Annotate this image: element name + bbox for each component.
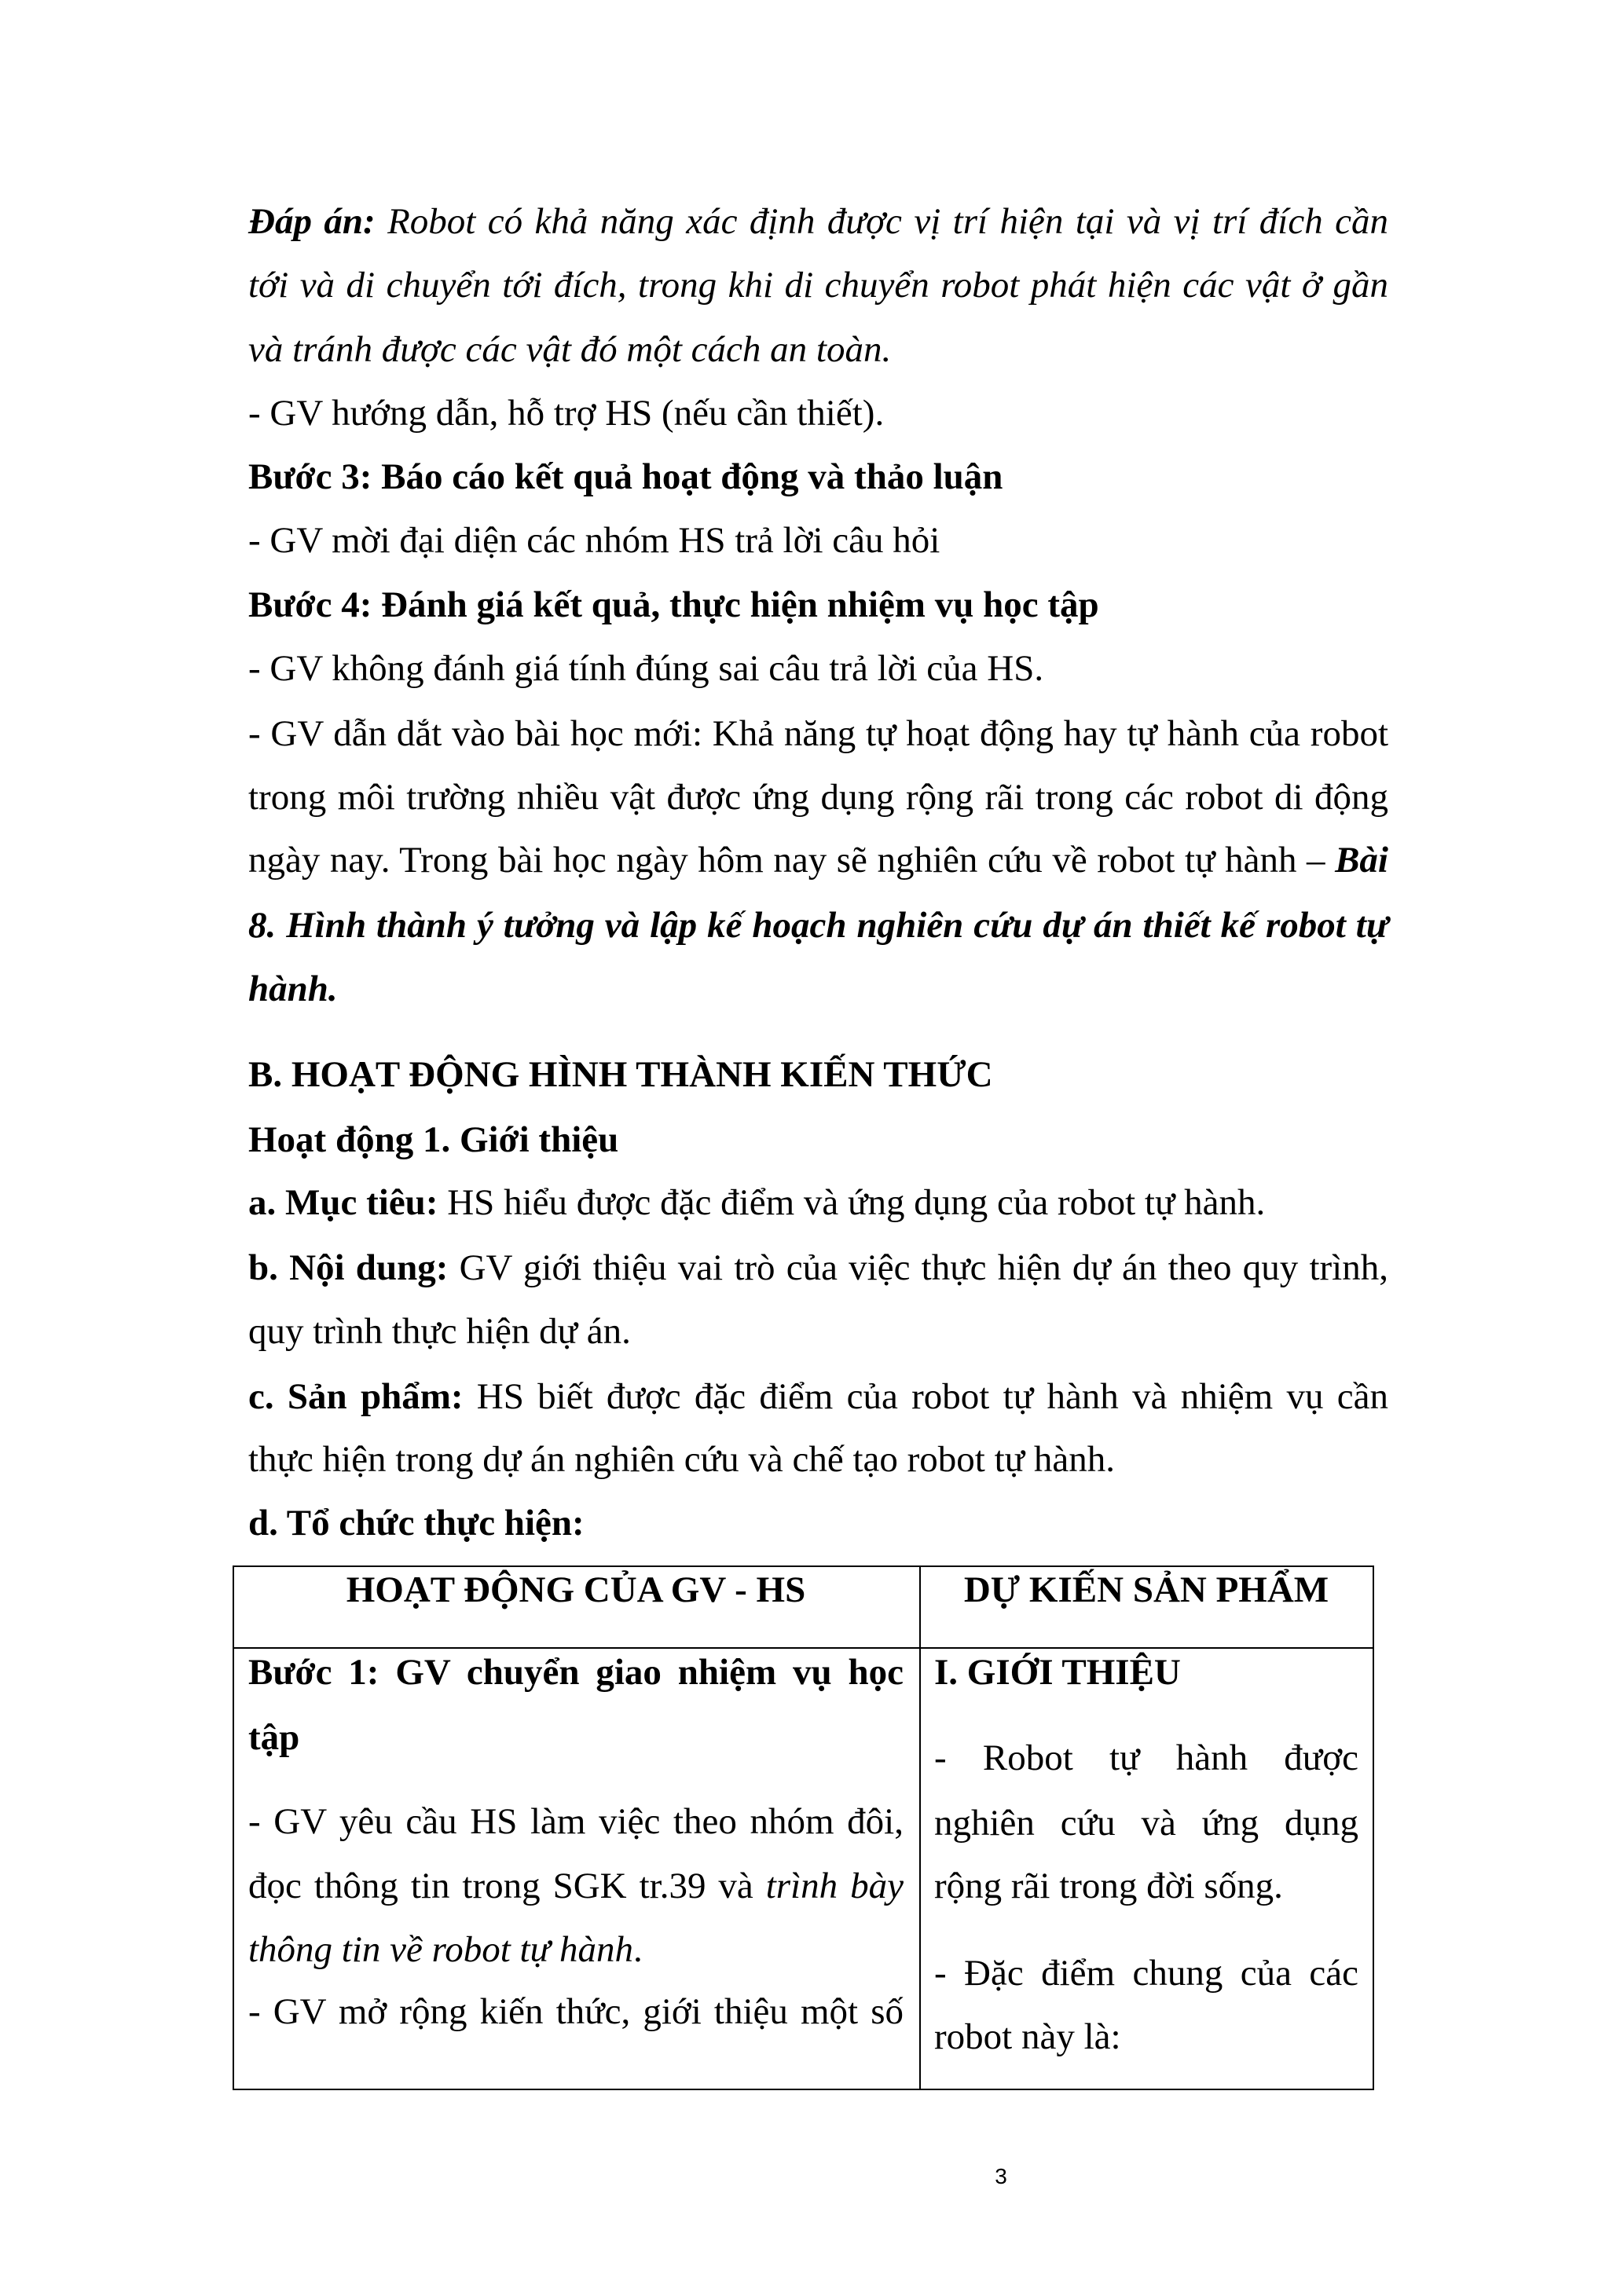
lead-in-line-1: - GV dẫn dắt vào bài học mới: Khả năng tự hoạt động hay tự hành của robot [248,713,1388,754]
product-line-1 [248,1364,1388,1429]
product-line-2: thực hiện trong dự án nghiên cứu và chế tạo robot tự hành. [248,1439,1115,1480]
task-text-end: . [632,1929,643,1970]
product-p2-line-2: robot này là: [934,2016,1121,2057]
step4-text: - GV không đánh giá tính đúng sai câu trả lời của HS. [248,648,1044,689]
step3-text: - GV mời đại diện các nhóm HS trả lời câu hỏi [248,520,940,561]
answer-line-3: và tránh được các vật đó một cách an toàn. [248,329,892,370]
objective-text: HS hiểu được đặc điểm và ứng dụng của robot tự hành. [438,1182,1266,1223]
content-line-1 [248,1236,1388,1300]
answer-line-1 [248,189,1388,254]
intro-heading: I. GIỚI THIỆU [934,1652,1181,1693]
product-text: HS biết được đặc điểm của robot tự hành và nhiệm vụ cần [463,1376,1388,1417]
product-p1-line-1: - Robot tự hành được [934,1738,1358,1778]
activity-heading: Hoạt động 1. Giới thiệu [248,1119,619,1160]
objective-line [248,1170,1388,1235]
product-p2-line-1: - Đặc điểm chung của các [934,1953,1358,1994]
task-line-2 [248,1854,904,1918]
lead-in-line-3 [248,828,1388,892]
content-line-2: quy trình thực hiện dự án. [248,1311,631,1352]
lesson-title-end: hành. [248,969,338,1009]
answer-text: Robot có khả năng xác định được vị trí hiện tại và vị trí đích cần [375,201,1388,242]
table-column-divider [919,1565,921,2090]
task-line-1: - GV yêu cầu HS làm việc theo nhóm đôi, [248,1801,904,1842]
extension-line-1: - GV mở rộng kiến thức, giới thiệu một số [248,1991,904,2032]
lead-in-text: ngày nay. Trong bài học ngày hôm nay sẽ nghiên cứu về robot tự hành – [248,840,1336,881]
task-text-italic: trình bày [765,1866,904,1906]
step1-heading-line-2: tập [248,1717,300,1758]
step1-heading-line-1: Bước 1: GV chuyển giao nhiệm vụ học [248,1652,904,1693]
content-text: GV giới thiệu vai trò của việc thực hiện dự án theo quy trình, [448,1247,1388,1288]
support-text: - GV hướng dẫn, hỗ trợ HS (nếu cần thiết). [248,393,885,434]
step3-heading: Bước 3: Báo cáo kết quả hoạt động và thảo luận [248,456,1003,497]
answer-line-2: tới và di chuyển tới đích, trong khi di chuyển robot phát hiện các vật ở gần [248,265,1388,306]
lead-in-line-2: trong môi trường nhiều vật được ứng dụng rộng rãi trong các robot di động [248,777,1388,818]
table-header-activities: HOẠT ĐỘNG CỦA GV - HS [346,1569,806,1610]
objective-label: a. Mục tiêu: [248,1182,438,1223]
lesson-title-line: 8. Hình thành ý tưởng và lập kế hoạch nghiên cứu dự án thiết kế robot tự [248,905,1388,946]
organization-heading: d. Tổ chức thực hiện: [248,1503,585,1543]
product-label: c. Sản phẩm: [248,1376,464,1417]
task-text-italic-2: thông tin về robot tự hành [248,1929,633,1970]
task-text: đọc thông tin trong SGK tr.39 và [248,1866,766,1906]
step4-heading: Bước 4: Đánh giá kết quả, thực hiện nhiệm vụ học tập [248,584,1099,625]
page-number: 3 [995,2164,1007,2188]
answer-label: Đáp án: [248,201,376,242]
content-label: b. Nội dung: [248,1247,449,1288]
section-heading: B. HOẠT ĐỘNG HÌNH THÀNH KIẾN THỨC [248,1054,993,1095]
table-header-products: DỰ KIẾN SẢN PHẨM [963,1569,1329,1610]
task-line-3 [248,1917,904,1982]
lesson-title-start: Bài [1335,840,1388,881]
product-p1-line-2: nghiên cứu và ứng dụng [934,1803,1358,1844]
product-p1-line-3: rộng rãi trong đời sống. [934,1866,1283,1906]
